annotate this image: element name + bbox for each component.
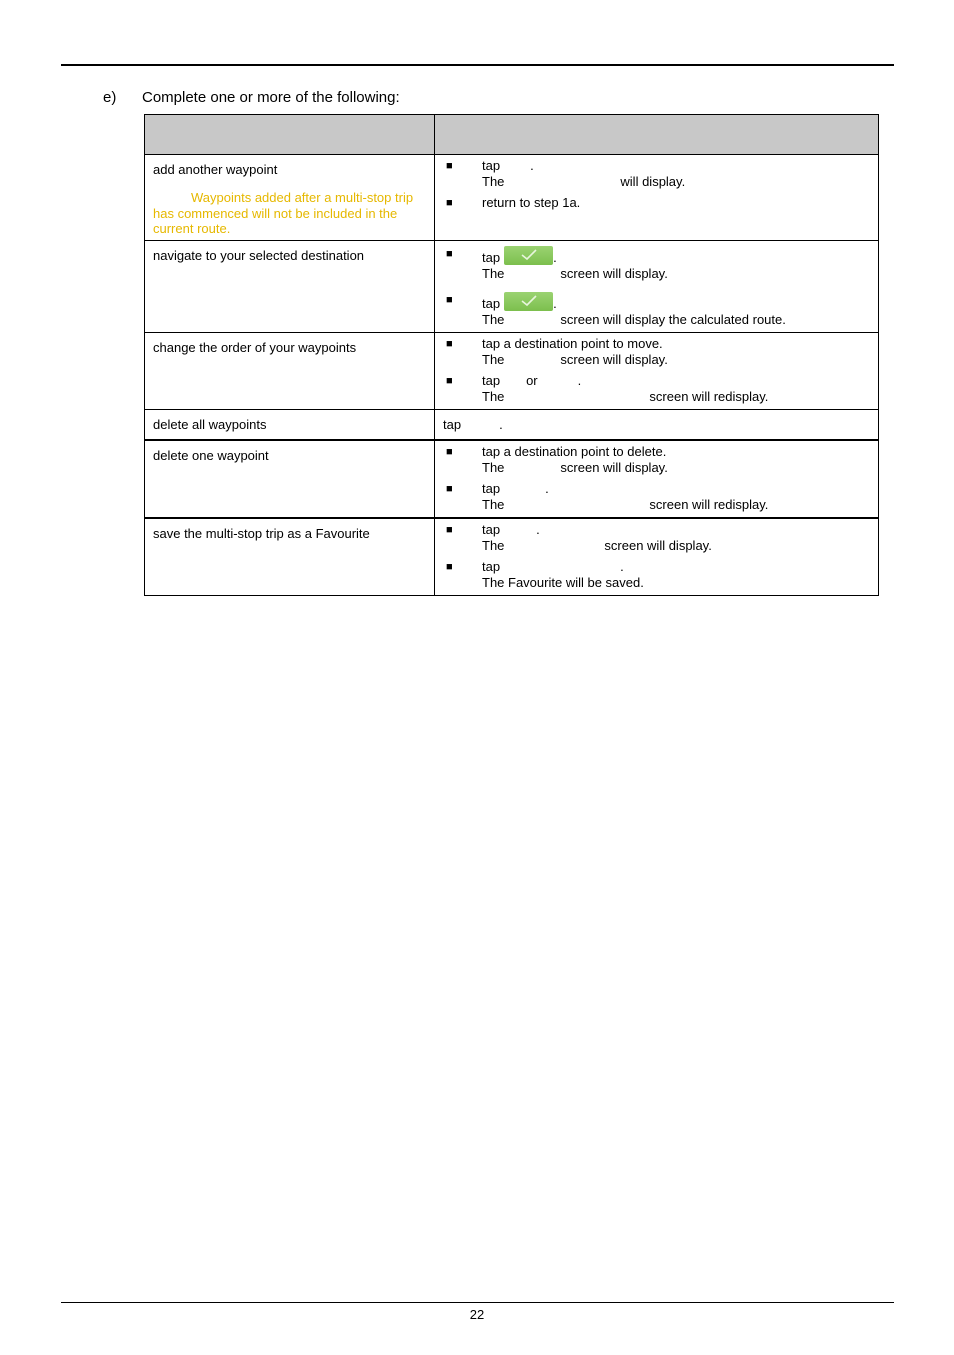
action-cell	[435, 333, 879, 410]
action-cell	[435, 440, 879, 518]
list-item: ■ tap . The screen will display the calculated route.	[446, 294, 786, 327]
square-bullet-icon: ■	[446, 561, 453, 573]
condition-text: change the order of your waypoints	[153, 340, 357, 355]
step-text: Complete one or more of the following:	[142, 89, 400, 106]
list-item: ■ tap . The Favourite will be saved.	[446, 559, 644, 590]
condition-cell	[145, 333, 435, 410]
square-bullet-icon: ■	[446, 483, 453, 495]
table-header-row	[145, 115, 879, 155]
list-item: ■ tap a destination point to move. The screen will display.	[446, 336, 668, 367]
condition-text: delete one waypoint	[153, 448, 269, 463]
action-cell	[435, 155, 879, 241]
list-item: ■ tap a destination point to delete. The screen will display.	[446, 444, 668, 475]
condition-text: add another waypoint	[153, 162, 278, 177]
square-bullet-icon: ■	[446, 197, 453, 209]
condition-cell	[145, 440, 435, 518]
list-item: ■ tap . The screen will display.	[446, 522, 712, 553]
header-cell-if	[145, 115, 435, 155]
action-cell	[435, 518, 879, 596]
action-cell: tap .	[435, 410, 879, 441]
condition-cell	[145, 518, 435, 596]
square-bullet-icon: ■	[446, 375, 453, 387]
table-row	[145, 440, 879, 518]
condition-text: navigate to your selected destination	[153, 248, 365, 263]
table-row	[145, 333, 879, 410]
condition-cell	[145, 410, 435, 441]
action-cell	[435, 241, 879, 333]
list-item: ■ tap . The screen will display.	[446, 248, 668, 281]
list-item: ■ return to step 1a.	[446, 195, 581, 210]
table-row	[145, 518, 879, 596]
table-row	[145, 155, 879, 241]
step-marker: e)	[103, 89, 117, 106]
condition-cell	[145, 155, 435, 241]
page-number: 22	[469, 1307, 485, 1322]
footer-rule	[61, 1302, 894, 1303]
square-bullet-icon: ■	[446, 160, 453, 172]
checkmark-button-icon[interactable]	[504, 246, 553, 265]
square-bullet-icon: ■	[446, 446, 453, 458]
list-item: ■ tap or . The screen will redisplay.	[446, 373, 769, 404]
square-bullet-icon: ■	[446, 294, 453, 306]
square-bullet-icon: ■	[446, 248, 453, 260]
square-bullet-icon: ■	[446, 524, 453, 536]
table-row	[145, 241, 879, 333]
table-row	[145, 410, 879, 441]
step-instruction	[103, 89, 400, 106]
condition-text: delete all waypoints	[153, 417, 267, 432]
square-bullet-icon: ■	[446, 338, 453, 350]
note-text: Waypoints added after a multi-stop trip has commenced will not be included in the current route.	[153, 190, 414, 236]
header-rule	[61, 64, 894, 66]
list-item: ■ tap . The screen will redisplay.	[446, 481, 769, 512]
checkmark-button-icon[interactable]	[504, 292, 553, 311]
header-cell-then	[435, 115, 879, 155]
condition-text: save the multi-stop trip as a Favourite	[153, 526, 370, 541]
options-table	[144, 114, 879, 596]
list-item: ■ tap . The will display.	[446, 158, 686, 189]
condition-cell	[145, 241, 435, 333]
